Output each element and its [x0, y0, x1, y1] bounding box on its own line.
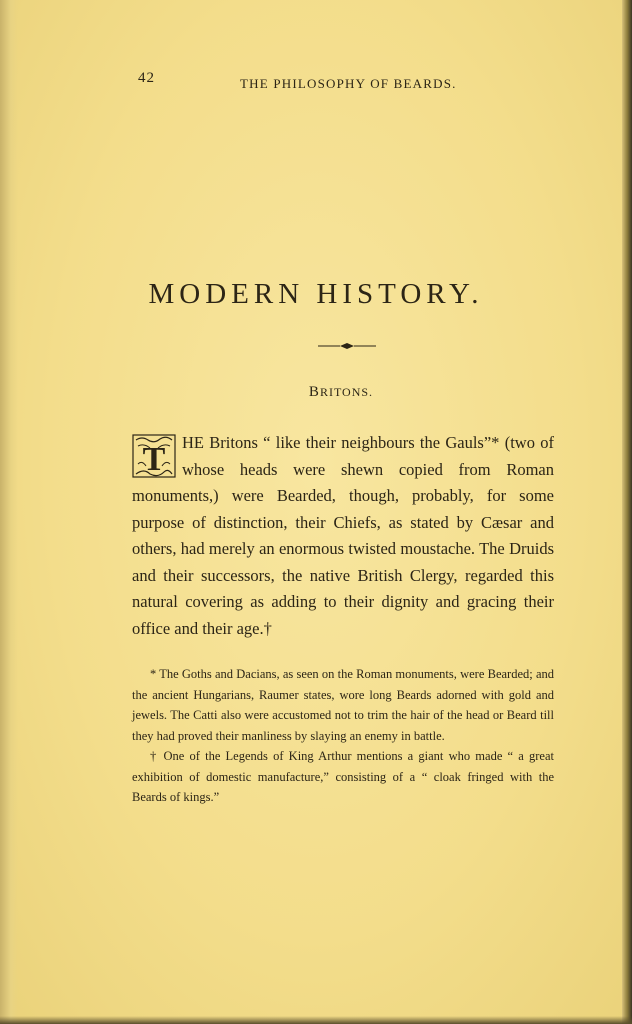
page-edge [622, 0, 632, 1024]
body-text: HE Britons “ like their neighbours the Gauls”* (two of whose heads were shewn copied from Roman monuments,) were Bearded, though, probably, for some purpose of distinction, their Chiefs, as stated by Cæsar and others, had merely an enormous twisted moustache. The Druids and their successors, the native British Clergy, regarded this natural covering as adding to their dignity and gracing their office and their age.† [132, 433, 554, 638]
footnote-1: * The Goths and Dacians, as seen on the Roman monuments, were Bearded; and the ancient Hungarians, Raumer states, wore long Beards adorned with gold and jewels. The Catti also were accustomed not to trim the hair of the head or Beard till they had proved their manliness by slaying an enemy in battle. [132, 667, 554, 743]
page-number: 42 [138, 70, 155, 86]
body-paragraph [132, 430, 554, 642]
page-bottom-edge [0, 1016, 632, 1024]
page-gutter-shadow [0, 0, 18, 1024]
section-heading-rest: RITONS. [319, 385, 374, 399]
footnotes [132, 664, 554, 808]
drop-cap-letter: T [142, 441, 166, 478]
running-head: THE PHILOSOPHY OF BEARDS. [240, 76, 457, 91]
drop-cap [132, 434, 176, 478]
section-heading [0, 384, 632, 401]
chapter-title: MODERN HISTORY. [148, 278, 484, 310]
section-heading-initial: B [308, 384, 320, 400]
ornament-divider-icon [318, 340, 376, 352]
footnote-2: † One of the Legends of King Arthur mentions a giant who made “ a great exhibition of domestic manufacture,” consisting of a “ cloak fringed with the Beards of kings.” [132, 749, 554, 804]
